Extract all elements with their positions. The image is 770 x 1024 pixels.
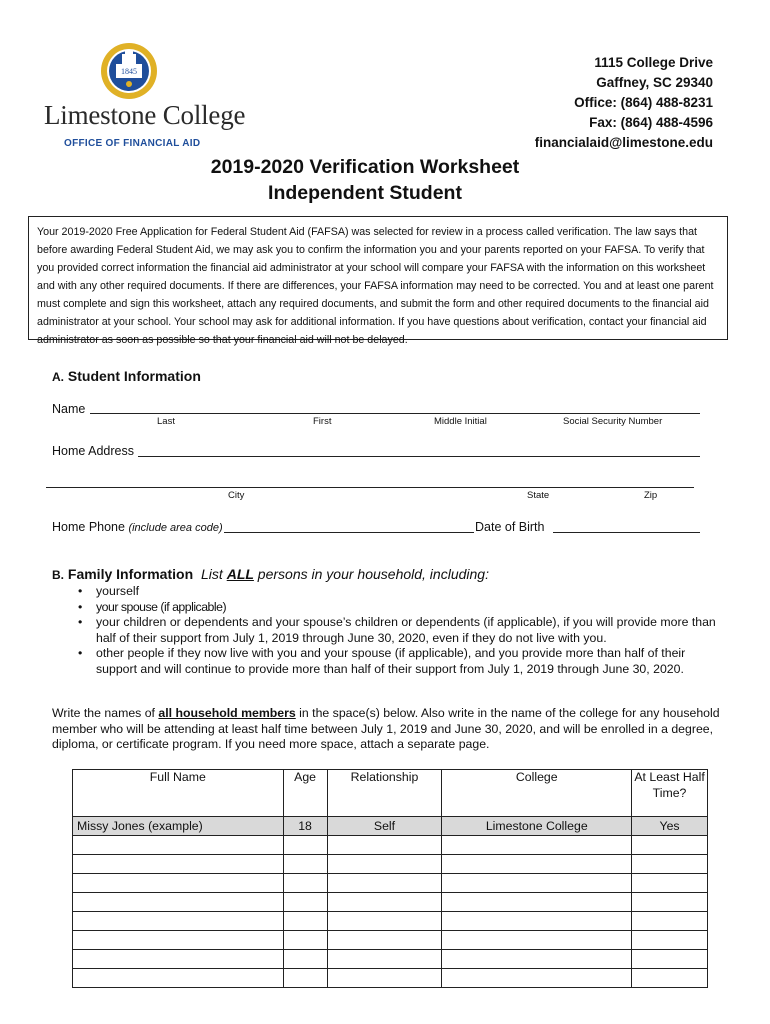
- blank-cell-age[interactable]: [283, 969, 327, 988]
- name-sub-middle: Middle Initial: [434, 416, 487, 427]
- blank-cell-half-time[interactable]: [632, 969, 708, 988]
- home-phone-label: [52, 520, 223, 534]
- name-sub-last: Last: [157, 416, 175, 427]
- name-label: Name: [52, 402, 86, 416]
- example-age: 18: [283, 817, 327, 836]
- table-row: [73, 950, 708, 969]
- office-name: OFFICE OF FINANCIAL AID: [64, 138, 201, 149]
- blank-cell-full-name[interactable]: [73, 874, 284, 893]
- blank-cell-relationship[interactable]: [327, 912, 442, 931]
- subtitle-pre: List: [201, 566, 227, 582]
- blank-cell-age[interactable]: [283, 874, 327, 893]
- address-sub-zip: Zip: [644, 490, 658, 501]
- blank-cell-college[interactable]: [442, 969, 632, 988]
- header-relationship: Relationship: [327, 770, 442, 817]
- table-row: [73, 874, 708, 893]
- blank-cell-relationship[interactable]: [327, 969, 442, 988]
- address-city: Gaffney, SC 29340: [596, 75, 713, 90]
- blank-cell-half-time[interactable]: [632, 912, 708, 931]
- section-b-letter: B.: [52, 568, 64, 582]
- instructions-emph: all household members: [158, 706, 296, 720]
- home-address-input-line[interactable]: [138, 456, 700, 457]
- blank-cell-half-time[interactable]: [632, 836, 708, 855]
- blank-cell-relationship[interactable]: [327, 836, 442, 855]
- table-row: [73, 893, 708, 912]
- intro-text-box: Your 2019-2020 Free Application for Federal Student Aid (FAFSA) was selected for review in a process called verification. The law says that before awarding Federal Student Aid, we may ask you to confirm the information you and your parents reported on your FAFSA. To verify that you provided correct information the financial aid administrator at your school will compare your FAFSA with the information on this worksheet and with any other required documents. If there are differences, your FAFSA information may need to be corrected. You and at least one parent must complete and sign this worksheet, attach any required documents, and submit the form and other required documents to the financial aid administrator at your school. Your school may ask for additional information. If you have questions about verification, contact your financial aid administrator as soon as possible so that your financial aid will not be delayed.: [28, 216, 728, 340]
- example-row: [73, 817, 708, 836]
- blank-cell-full-name[interactable]: [73, 855, 284, 874]
- worksheet-title: 2019-2020 Verification Worksheet: [210, 156, 520, 178]
- household-instructions: [52, 706, 724, 753]
- college-name: Limestone College: [44, 100, 246, 130]
- blank-cell-relationship[interactable]: [327, 874, 442, 893]
- blank-cell-college[interactable]: [442, 950, 632, 969]
- example-full-name: Missy Jones (example): [73, 817, 284, 836]
- home-phone-input-line[interactable]: [224, 532, 474, 533]
- blank-cell-college[interactable]: [442, 836, 632, 855]
- section-b-title: Family Information: [67, 566, 194, 582]
- name-sub-first: First: [313, 416, 332, 427]
- table-row: [73, 912, 708, 931]
- table-row: [73, 836, 708, 855]
- section-a-letter: A.: [52, 370, 64, 384]
- example-relationship: Self: [327, 817, 442, 836]
- fax-number: Fax: (864) 488-4596: [589, 115, 713, 130]
- instructions-post: in the space(s) below. Also write in the name of the college for any household member who will be attending at least half time between July 1, 2019 and June 30, 2020, and will be enrolled in a degree, diploma, or certificate program. If you need more space, attach a separate page.: [52, 706, 720, 751]
- blank-cell-relationship[interactable]: [327, 931, 442, 950]
- list-item: • other people if they now live with you and your spouse (if applicable), and you provide more than half of their support and will continue to provide more than half of their support from July 1, 2019 through June 30, 2020.: [78, 646, 718, 677]
- blank-cell-college[interactable]: [442, 893, 632, 912]
- blank-cell-full-name[interactable]: [73, 893, 284, 912]
- worksheet-subtitle: Independent Student: [268, 182, 462, 204]
- blank-cell-age[interactable]: [283, 950, 327, 969]
- name-input-line[interactable]: [90, 413, 700, 414]
- blank-cell-half-time[interactable]: [632, 931, 708, 950]
- dob-label: Date of Birth: [475, 520, 545, 534]
- header-half-time: At Least Half Time?: [632, 770, 708, 817]
- home-phone-label-text: Home Phone: [52, 520, 125, 534]
- blank-cell-age[interactable]: [283, 893, 327, 912]
- blank-cell-age[interactable]: [283, 855, 327, 874]
- section-a-heading: [52, 368, 201, 384]
- name-sub-ssn: Social Security Number: [563, 416, 663, 427]
- header-age: Age: [283, 770, 327, 817]
- list-item: • your children or dependents and your spouse’s children or dependents (if applicable), if you will provide more than half of their support from July 1, 2019 through June 30, 2020, even if they do not live with you.: [78, 615, 718, 646]
- table-row: [73, 855, 708, 874]
- email-address[interactable]: financialaid@limestone.edu: [534, 135, 713, 150]
- section-a-title: Student Information: [67, 368, 201, 384]
- blank-cell-age[interactable]: [283, 931, 327, 950]
- table-row: [73, 969, 708, 988]
- instructions-pre: Write the names of: [52, 706, 159, 720]
- college-seal-icon: [100, 42, 158, 100]
- table-row: [73, 931, 708, 950]
- blank-cell-full-name[interactable]: [73, 836, 284, 855]
- blank-cell-age[interactable]: [283, 912, 327, 931]
- subtitle-post: persons in your household, including:: [253, 566, 489, 582]
- logo-year: 1845: [121, 67, 137, 76]
- home-address-line-2[interactable]: [46, 487, 694, 488]
- blank-cell-half-time[interactable]: [632, 893, 708, 912]
- blank-cell-half-time[interactable]: [632, 950, 708, 969]
- list-item: • yourself: [78, 584, 718, 600]
- subtitle-emph: ALL: [226, 566, 254, 582]
- household-members-table: [72, 769, 708, 988]
- home-address-label: Home Address: [52, 444, 134, 458]
- table-header-row: [73, 770, 708, 817]
- office-phone: Office: (864) 488-8231: [574, 95, 713, 110]
- blank-cell-college[interactable]: [442, 931, 632, 950]
- blank-cell-full-name[interactable]: [73, 931, 284, 950]
- blank-cell-relationship[interactable]: [327, 893, 442, 912]
- address-sub-city: City: [228, 490, 245, 501]
- blank-cell-college[interactable]: [442, 855, 632, 874]
- blank-cell-half-time[interactable]: [632, 874, 708, 893]
- example-half-time: Yes: [632, 817, 708, 836]
- blank-cell-full-name[interactable]: [73, 969, 284, 988]
- blank-cell-age[interactable]: [283, 836, 327, 855]
- section-b-subtitle: [201, 566, 489, 582]
- home-phone-hint: (include area code): [128, 522, 223, 534]
- blank-cell-full-name[interactable]: [73, 950, 284, 969]
- contact-address: [535, 53, 713, 153]
- blank-cell-relationship[interactable]: [327, 950, 442, 969]
- example-college: Limestone College: [442, 817, 632, 836]
- blank-cell-full-name[interactable]: [73, 912, 284, 931]
- list-item: • your spouse (if applicable): [78, 600, 718, 616]
- household-criteria-list: [78, 584, 718, 677]
- blank-cell-relationship[interactable]: [327, 855, 442, 874]
- address-street: 1115 College Drive: [594, 55, 713, 70]
- college-logo: [38, 38, 246, 156]
- dob-input-line[interactable]: [553, 532, 700, 533]
- section-b-heading: [52, 566, 489, 582]
- header-full-name: Full Name: [73, 770, 284, 817]
- blank-cell-half-time[interactable]: [632, 855, 708, 874]
- address-sub-state: State: [527, 490, 550, 501]
- blank-cell-college[interactable]: [442, 912, 632, 931]
- blank-cell-college[interactable]: [442, 874, 632, 893]
- header-college: College: [442, 770, 632, 817]
